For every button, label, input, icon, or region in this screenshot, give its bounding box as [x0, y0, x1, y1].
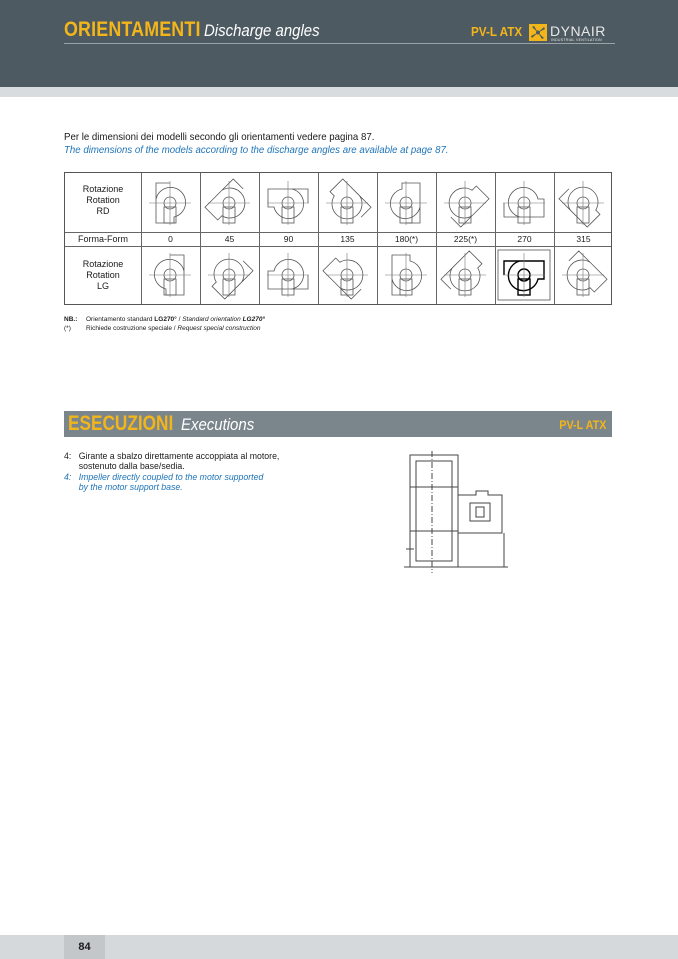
angle-value: 270 [517, 234, 532, 244]
table-divider [65, 246, 611, 247]
motor-shaft [476, 507, 484, 517]
orientation-table [64, 172, 612, 305]
header-strip [0, 87, 678, 97]
fan-cell-lg [556, 249, 610, 306]
fan-cell-rd [556, 177, 610, 234]
note-key: (*) [64, 325, 71, 332]
row-label-line: RD [96, 206, 110, 216]
fan-cell-rd [320, 177, 374, 234]
motor-body [470, 503, 490, 521]
fan-symbol [556, 249, 610, 301]
note-sep: / [176, 316, 183, 323]
fan-cell-rd [379, 177, 433, 234]
fan-symbol [497, 177, 551, 229]
page-header [0, 0, 678, 87]
note-code: LG270° [154, 316, 177, 323]
execution-text-en [64, 473, 263, 493]
fan-symbol [320, 249, 374, 301]
fan-symbol [202, 249, 256, 301]
execution-number: 4: [64, 472, 72, 483]
fan-symbol [438, 249, 492, 301]
note-text-en: Request special construction [177, 325, 261, 332]
fan-cell-rd [261, 177, 315, 234]
page-number: 84 [78, 941, 91, 953]
fan-cell-lg [497, 249, 551, 306]
angle-value: 0 [168, 234, 173, 244]
fan-cell-lg [202, 249, 256, 306]
angle-value: 315 [576, 234, 591, 244]
execution-line: sostenuto dalla base/sedia. [78, 461, 185, 472]
fan-cell-rd [497, 177, 551, 234]
note-code-en: LG270° [242, 316, 266, 323]
fan-symbol [556, 177, 610, 229]
note-standard [64, 315, 265, 324]
fan-cell-rd [143, 177, 197, 234]
fan-cell-lg [143, 249, 197, 306]
note-sep: / [172, 325, 178, 332]
motor-outline [458, 491, 502, 533]
fan-symbol [379, 249, 433, 301]
note-special [64, 324, 265, 333]
executions-model: PV-L ATX [558, 418, 606, 432]
section-title: ORIENTAMENTI [64, 18, 201, 41]
fan-cell-lg [438, 249, 492, 306]
fan-cell-lg [379, 249, 433, 306]
execution-number: 4: [64, 451, 72, 462]
execution-4-drawing [404, 451, 508, 575]
note-key: NB.: [64, 316, 78, 323]
logo-mark-icon [529, 24, 547, 41]
angle-value: 225(*) [453, 234, 478, 244]
row-label-line: Rotation [86, 270, 120, 280]
angle-value: 135 [340, 234, 355, 244]
row-label-line: Rotazione [82, 184, 124, 194]
executions-header [64, 411, 612, 437]
model-label: PV-L ATX [471, 24, 523, 39]
section-subtitle: Discharge angles [204, 21, 320, 40]
fan-cell-rd [438, 177, 492, 234]
angle-value: 180(*) [394, 234, 419, 244]
angle-value: 90 [283, 234, 294, 244]
execution-line: Girante a sbalzo direttamente accoppiata al motore, [78, 451, 280, 462]
fan-housing-outline [410, 455, 458, 567]
intro-text-it: Per le dimensioni dei modelli secondo gli orientamenti vedere pagina 87. [64, 131, 375, 143]
fan-symbol [379, 177, 433, 229]
row-label-line: Rotazione [82, 259, 124, 269]
note-text: Richiede costruzione speciale [86, 325, 172, 332]
fan-symbol [438, 177, 492, 229]
fan-symbol [143, 249, 197, 301]
fan-symbol [261, 177, 315, 229]
execution-text-it [64, 452, 279, 472]
executions-title: ESECUZIONI [68, 412, 174, 435]
logo-wordmark: DYNAIR [550, 23, 606, 39]
fan-symbol [320, 177, 374, 229]
row-label-form: Forma-Form [78, 234, 128, 244]
motor-base [458, 533, 504, 567]
row-label-rd [65, 184, 141, 217]
fan-housing-inner [416, 461, 452, 561]
note-text: Orientamento standard [86, 316, 155, 323]
fan-symbol [143, 177, 197, 229]
dynair-logo [529, 24, 617, 44]
fan-cell-rd [202, 177, 256, 234]
intro-text-en: The dimensions of the models according to the discharge angles are available at page 87. [64, 144, 449, 156]
notes [64, 315, 265, 333]
fan-symbol-highlighted [497, 249, 551, 301]
fan-cell-lg [261, 249, 315, 306]
angle-value: 45 [224, 234, 235, 244]
fan-cell-lg [320, 249, 374, 306]
fan-symbol [261, 249, 315, 301]
execution-line: by the motor support base. [78, 482, 183, 493]
logo-tagline: INDUSTRIAL VENTILATION [551, 38, 602, 42]
row-label-line: Rotation [86, 195, 120, 205]
fan-symbol [202, 177, 256, 229]
execution-line: Impeller directly coupled to the motor supported [78, 472, 264, 483]
note-text-en: Standard orientation [182, 316, 243, 323]
row-label-line: LG [96, 281, 109, 291]
executions-subtitle: Executions [181, 415, 255, 434]
row-label-lg [65, 259, 141, 292]
